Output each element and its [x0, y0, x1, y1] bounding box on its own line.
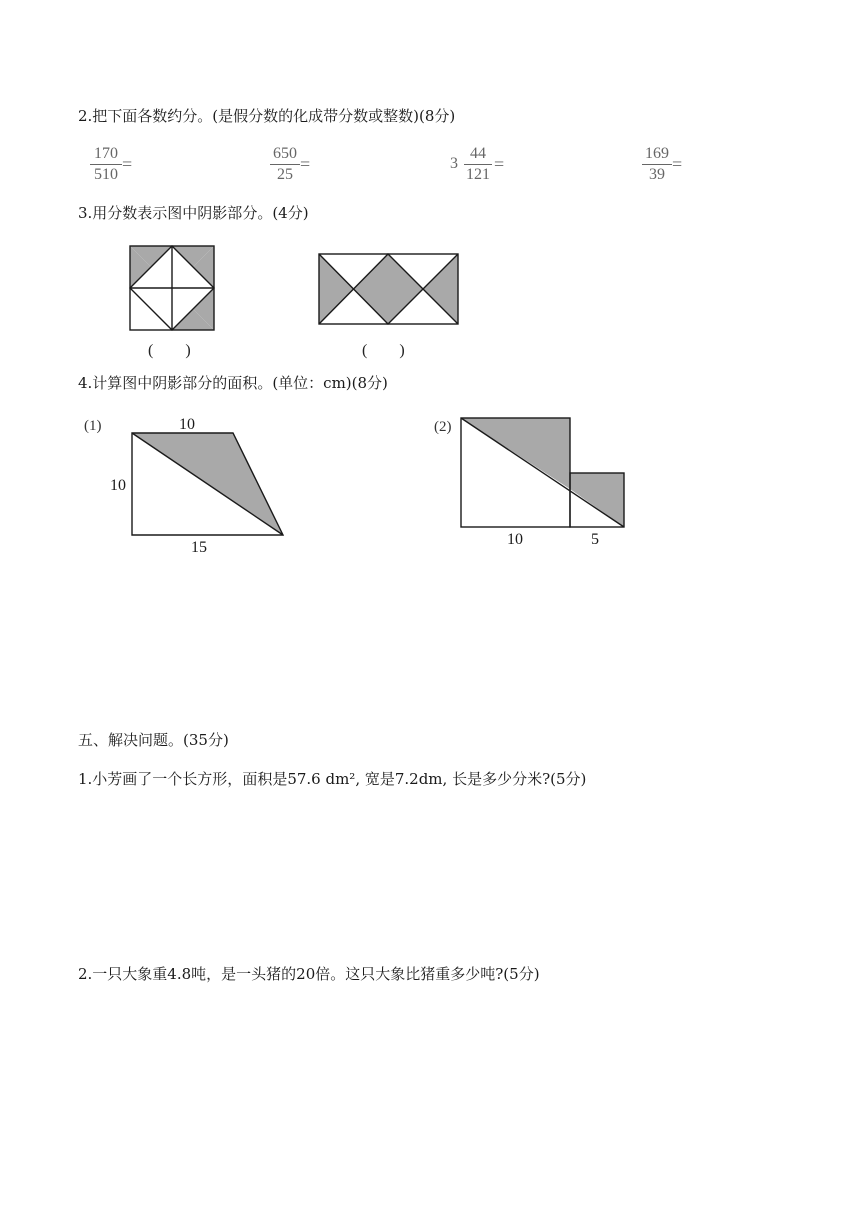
fraction-3-bar — [464, 164, 492, 165]
fraction-2-equals: = — [300, 154, 311, 174]
figure-1-bottom-label: 15 — [191, 539, 207, 556]
fraction-1-numerator: 170 — [94, 145, 118, 162]
fraction-4-bar — [642, 164, 672, 165]
figure-2-bottom-left-label: 10 — [507, 531, 523, 548]
fraction-1-denominator: 510 — [94, 166, 118, 183]
answer-blank-1[interactable]: ( ) — [148, 342, 191, 359]
rectangle-shaded-regions — [319, 254, 458, 324]
figure-1-label: (1) — [84, 418, 102, 434]
figure-2-composite — [430, 412, 630, 552]
rectangle-figure — [317, 252, 461, 326]
fraction-2-denominator: 25 — [277, 166, 293, 183]
fraction-4-denominator: 39 — [649, 166, 665, 183]
figure-2-label: (2) — [434, 419, 452, 435]
fraction-3-equals: = — [494, 154, 505, 174]
fraction-4-equals: = — [672, 154, 683, 174]
answer-blank-2[interactable]: ( ) — [362, 342, 405, 359]
square-figure — [128, 244, 216, 332]
figure-1-left-label: 10 — [110, 477, 126, 494]
section-5-question-2: 2.一只大象重4.8吨，是一头猪的20倍。这只大象比猪重多少吨?(5分) — [78, 965, 540, 983]
fraction-4-numerator: 169 — [645, 145, 669, 162]
figure-1-top-label: 10 — [179, 416, 195, 433]
fraction-3-whole: 3 — [450, 155, 458, 172]
fraction-1-bar — [90, 164, 122, 165]
fraction-2-bar — [270, 164, 300, 165]
figure-2-bottom-right-label: 5 — [591, 531, 599, 548]
fraction-3-numerator: 44 — [470, 145, 486, 162]
fraction-2-numerator: 650 — [273, 145, 297, 162]
fraction-1-equals: = — [122, 154, 133, 174]
section-5-question-1: 1.小芳画了一个长方形，面积是57.6 dm², 宽是7.2dm, 长是多少分米?(5分) — [78, 770, 587, 788]
question-4-title: 4.计算图中阴影部分的面积。(单位：cm)(8分) — [78, 374, 388, 392]
figure-2-shaded-small — [570, 473, 624, 527]
question-2-title: 2.把下面各数约分。(是假分数的化成带分数或整数)(8分) — [78, 107, 456, 125]
section-5-title: 五、解决问题。(35分) — [78, 731, 229, 749]
fraction-3-denominator: 121 — [466, 166, 490, 183]
figure-1-trapezoid — [80, 412, 300, 557]
question-3-title: 3.用分数表示图中阴影部分。(4分) — [78, 204, 309, 222]
